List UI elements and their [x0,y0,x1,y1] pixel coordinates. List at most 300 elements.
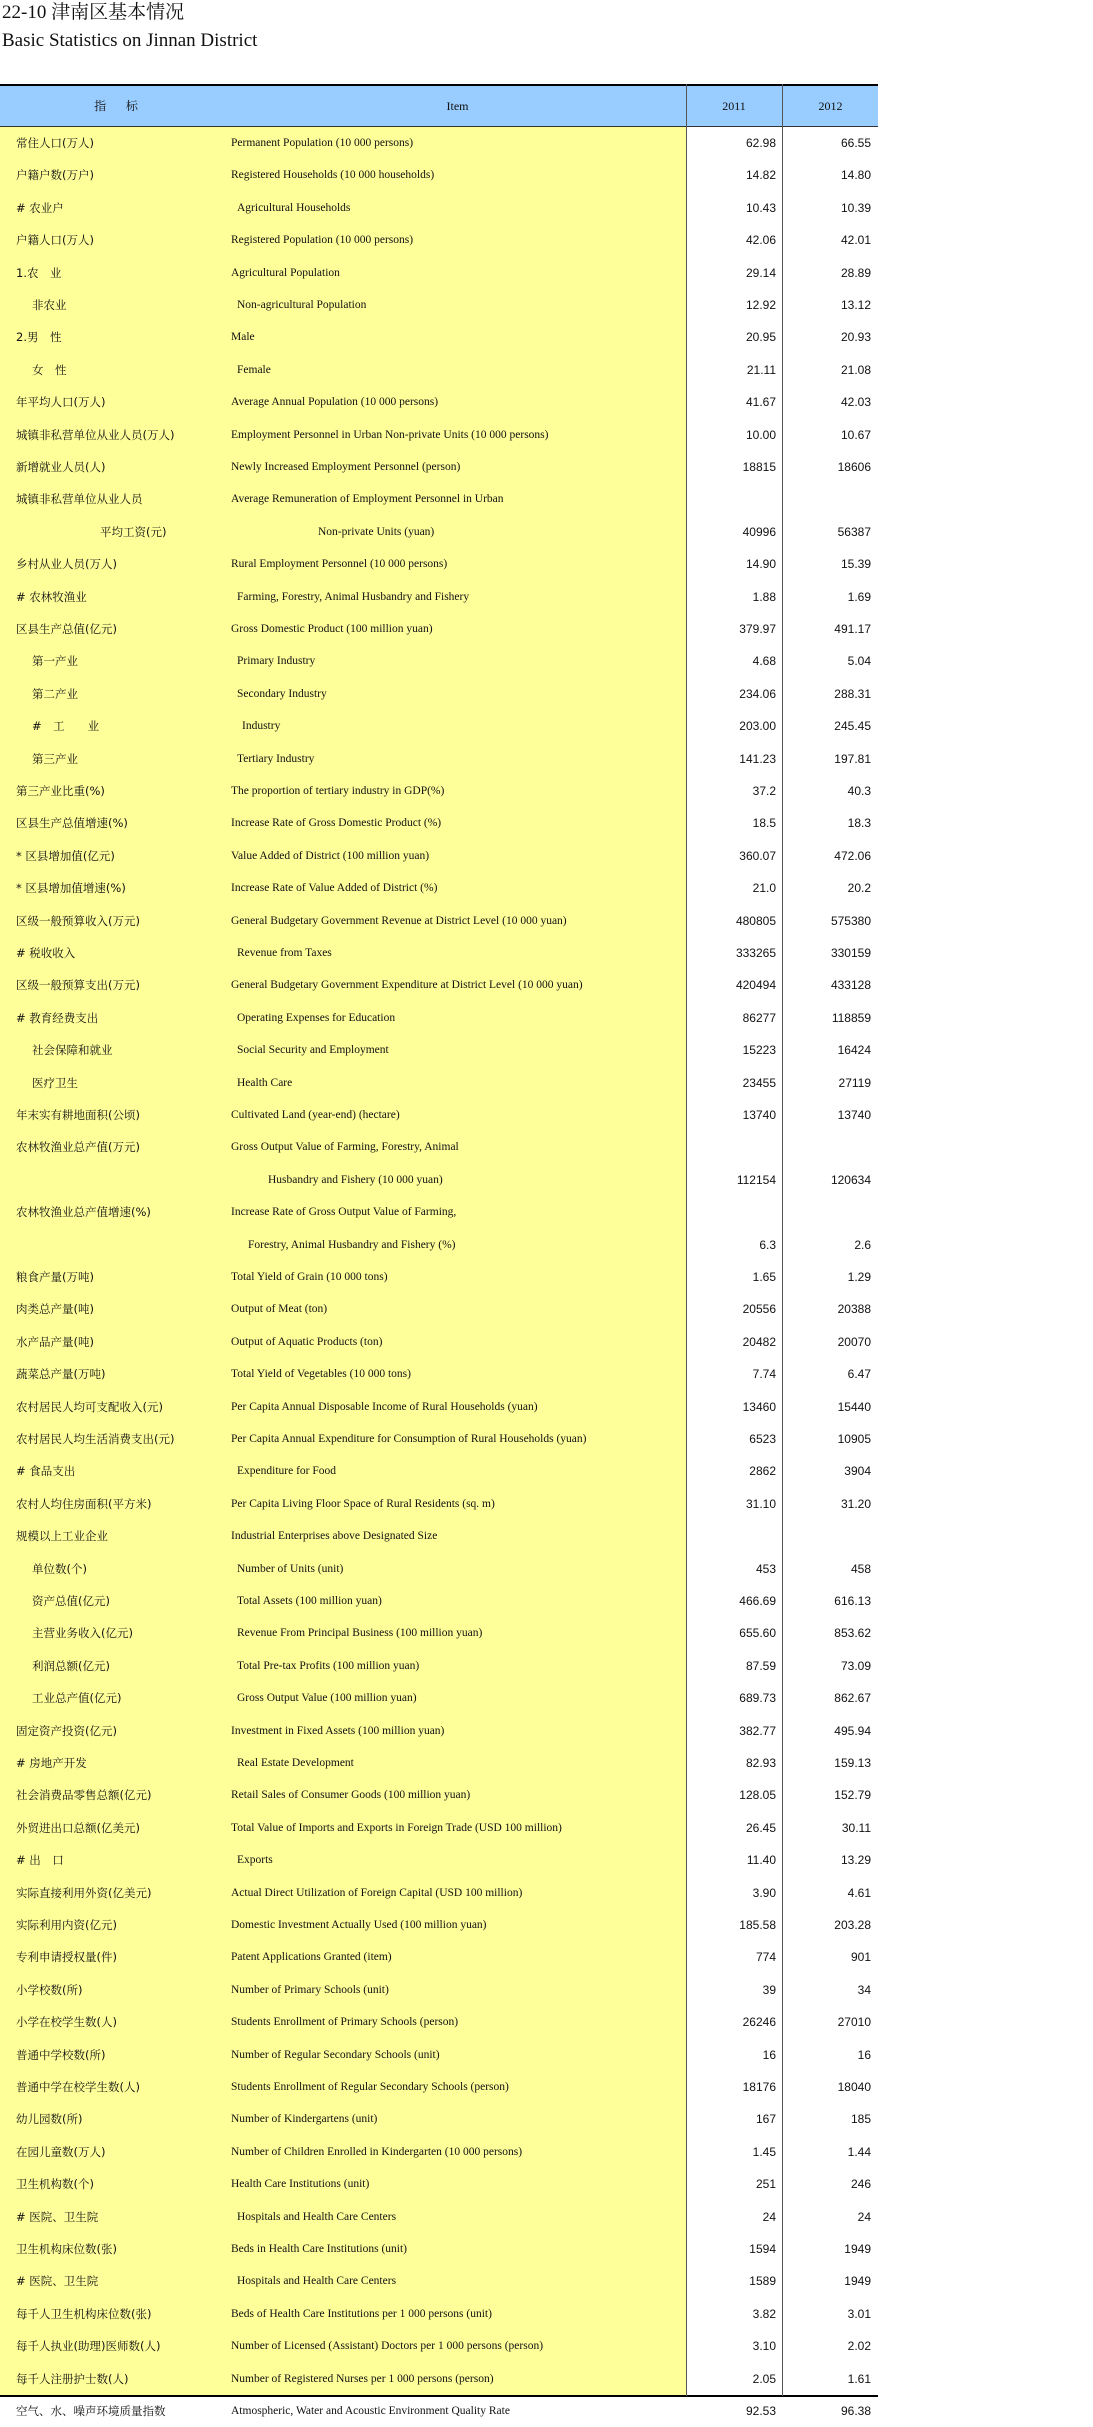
value-2012: 13740 [837,1108,871,1122]
value-2012: 20388 [837,1302,871,1317]
value-2012: 24 [857,2209,871,2224]
value-2012: 2.6 [854,1237,871,1252]
table-row [0,678,878,710]
value-2012: 246 [850,2177,871,2192]
row-label-en: Agricultural Households [237,201,351,214]
row-label-cn: # 农林牧渔业 [16,589,87,604]
row-label-cn: 利润总额(亿元) [32,1658,110,1673]
row-label-en: Registered Households (10 000 households) [231,169,435,182]
row-label-cn: 卫生机构数(个) [16,2177,94,2192]
table-row [0,645,878,677]
row-label-cn: 城镇非私营单位从业人员(万人) [16,427,175,442]
row-label-en: Female [237,363,271,376]
table-row [0,2039,878,2071]
value-2012: 16424 [837,1043,871,1058]
row-label-cn: 单位数(个) [32,1561,87,1576]
value-2012: 14.80 [840,168,871,183]
row-label-en: Cultivated Land (year-end) (hectare) [231,1109,400,1121]
row-label-cn: 肉类总产量(吨) [16,1302,94,1317]
value-2012: 27119 [838,1075,871,1090]
row-label-cn: 社会消费品零售总额(亿元) [16,1788,152,1803]
value-2011: 466.69 [739,1594,776,1608]
value-2011: 333265 [735,946,776,960]
row-label-en: Average Remuneration of Employment Personnel in Urban [231,493,504,506]
value-2011: 31.10 [745,1496,776,1511]
value-2012: 901 [850,1950,871,1965]
row-label-cn: 区级一般预算收入(万元) [16,913,140,928]
table-row [0,1067,878,1099]
table-row [0,1488,878,1520]
table-row [0,1779,878,1811]
value-2011: 382.77 [739,1723,776,1738]
column-divider [782,84,783,2396]
table-row [0,2363,878,2395]
value-2012: 1.61 [847,2371,871,2386]
table-row [0,2233,878,2265]
row-label-en: General Budgetary Government Expenditure at District Level (10 000 yuan) [231,979,583,992]
table-row [0,1326,878,1358]
table-row [0,1131,878,1163]
row-label-cn: 区县生产总值增速(%) [16,816,128,831]
row-label-cn: # 医院、卫生院 [16,2274,99,2289]
value-2012: 30.11 [841,1820,871,1835]
row-label-en: Real Estate Development [237,1757,354,1769]
row-label-cn: 社会保障和就业 [32,1043,113,1058]
value-2011: 1594 [749,2242,776,2256]
row-label-cn: 区级一般预算支出(万元) [16,978,140,993]
value-2012: 16 [857,2047,871,2062]
table-row [0,2006,878,2038]
table-row [0,1812,878,1844]
row-label-en: Number of Units (unit) [237,1562,344,1575]
table-row [0,1650,878,1682]
table-row [0,807,878,839]
table-header [0,84,878,127]
table-row [0,1715,878,1747]
row-label-en: Hospitals and Health Care Centers [237,2275,397,2288]
row-label-cn: 农村居民人均生活消费支出(元) [16,1432,175,1446]
row-label-en: Non-private Units (yuan) [318,525,435,538]
table-row [0,2136,878,2168]
row-label-cn: 户籍人口(万人) [16,233,94,248]
row-label-cn: 第一产业 [32,654,78,669]
row-label-cn: # 出 口 [16,1853,64,1868]
row-label-en: Number of Licensed (Assistant) Doctors per 1 000 persons (person) [231,2340,544,2353]
value-2012: 18.3 [847,816,871,831]
row-label-cn: 主营业务收入(亿元) [32,1626,133,1641]
row-label-en: Revenue from Taxes [237,947,332,959]
value-2011: 141.23 [739,751,776,766]
value-2011: 112154 [736,1172,776,1187]
column-divider [686,84,687,2396]
value-2012: 152.79 [834,1788,871,1803]
table-row [0,937,878,969]
value-2012: 15440 [837,1399,871,1414]
row-label-cn: 城镇非私营单位从业人员 [16,492,143,507]
row-label-en: Industrial Enterprises above Designated Size [231,1530,438,1543]
table-row [0,1002,878,1034]
value-2012: 1.44 [847,2144,871,2159]
row-label-cn: 固定资产投资(亿元) [16,1723,117,1738]
header-item-en: Item [446,99,469,113]
table-row [0,321,878,353]
value-2011: 16 [762,2047,776,2062]
row-label-en: Total Pre-tax Profits (100 million yuan) [237,1659,420,1672]
row-label-cn: 幼儿园数(所) [16,2112,83,2127]
row-label-en: Retail Sales of Consumer Goods (100 million yuan) [231,1789,471,1802]
row-label-cn: 小学在校学生数(人) [16,2015,117,2030]
value-2012 [782,1520,871,1552]
row-label-cn: 1.农 业 [16,265,62,280]
table-row [0,1553,878,1585]
table-row [0,224,878,256]
value-2011: 234.06 [739,686,776,701]
value-2011: 774 [755,1950,776,1965]
row-label-cn: 卫生机构床位数(张) [16,2242,117,2256]
row-label-en: Total Value of Imports and Exports in Foreign Trade (USD 100 million) [231,1821,562,1834]
value-2011: 167 [755,2112,776,2127]
table-row [0,127,878,159]
table-row [0,1455,878,1487]
row-label-cn: 规模以上工业企业 [16,1529,108,1544]
table-row [0,1034,878,1066]
row-label-cn: # 房地产开发 [16,1756,87,1770]
value-2012: 1949 [844,2242,871,2256]
row-label-cn: 空气、水、噪声环境质量指数 [16,2404,166,2418]
value-2011: 480805 [735,913,776,928]
row-label-en: Rural Employment Personnel (10 000 persons) [231,558,448,571]
value-2011: 360.07 [739,848,776,863]
value-2011: 15223 [742,1043,776,1058]
table-row [0,2168,878,2200]
table-row [0,257,878,289]
value-2011: 1.45 [752,2144,776,2159]
value-2012: 458 [850,1561,871,1576]
value-2012: 5.04 [847,654,871,669]
value-2012: 2.02 [847,2339,871,2354]
value-2012: 31.20 [840,1496,871,1511]
row-label-en: Beds of Health Care Institutions per 1 000 persons (unit) [231,2307,492,2320]
row-label-en: Tertiary Industry [237,752,315,765]
value-2011: 11.40 [746,1853,776,1868]
table-row [0,613,878,645]
row-label-en: Primary Industry [237,655,316,668]
page-title-en: Basic Statistics on Jinnan District [2,30,258,51]
value-2012: 10905 [837,1432,871,1446]
value-2011: 40996 [742,524,776,539]
value-2011: 18.5 [752,816,776,831]
table-row [0,451,878,483]
value-2012: 42.01 [840,233,871,248]
value-2011 [686,1131,776,1163]
table-row [0,1617,878,1649]
value-2011: 2.05 [752,2371,776,2386]
row-label-cn: 每千人执业(助理)医师数(人) [16,2339,161,2354]
row-label-cn: 户籍户数(万户) [16,168,94,183]
row-label-en: Number of Regular Secondary Schools (unit) [231,2048,440,2061]
table-row [0,1164,878,1196]
row-label-cn: 实际利用内资(亿元) [16,1918,117,1932]
table-row [0,1909,878,1941]
row-label-en: Per Capita Living Floor Space of Rural Residents (sq. m) [231,1497,495,1510]
statistics-table [0,84,878,2418]
row-label-cn: # 税收收入 [16,946,76,960]
value-2011: 420494 [735,978,776,993]
table-row [0,1941,878,1973]
value-2012: 862.67 [834,1691,871,1706]
value-2012: 853.62 [834,1626,871,1641]
table-row [0,581,878,613]
value-2012: 245.45 [834,719,871,734]
value-2011: 3.82 [752,2306,776,2321]
row-label-cn: 实际直接利用外资(亿美元) [16,1885,152,1900]
value-2012: 472.06 [834,848,871,863]
row-label-en: Secondary Industry [237,687,327,700]
row-label-cn: 第三产业比重(%) [16,784,105,798]
value-2011: 39 [762,1982,776,1997]
value-2011: 379.97 [739,622,776,636]
value-2012: 3904 [844,1464,871,1479]
table-row [0,1423,878,1455]
value-2012: 56387 [837,524,871,539]
table-row [0,1358,878,1390]
value-2011: 18176 [742,2080,776,2094]
table-row [0,1877,878,1909]
table-row [0,1293,878,1325]
row-label-en: Health Care Institutions (unit) [231,2178,370,2191]
row-label-cn: 乡村从业人员(万人) [16,557,117,572]
table-row [0,743,878,775]
value-2011: 1.88 [752,589,776,604]
row-label-en: Farming, Forestry, Animal Husbandry and Fishery [237,590,470,603]
value-2012: 4.61 [847,1885,871,1900]
row-label-cn: 每千人注册护士数(人) [16,2371,129,2386]
value-2012: 96.38 [840,2404,871,2418]
row-label-cn: 在园儿童数(万人) [16,2144,106,2159]
row-label-en: Increase Rate of Gross Domestic Product (%) [231,817,442,830]
value-2012: 1.29 [847,1270,871,1284]
value-2011: 23455 [742,1075,776,1090]
value-2011: 18815 [742,460,776,474]
value-2011: 41.67 [745,395,776,410]
table-row [0,159,878,191]
row-label-en: Newly Increased Employment Personnel (person) [231,461,461,473]
value-2011: 3.90 [752,1885,776,1900]
header-year-2011: 2011 [722,99,746,113]
value-2012: 40.3 [847,784,871,798]
row-label-en: Registered Population (10 000 persons) [231,234,414,247]
value-2012: 495.94 [834,1723,871,1738]
row-label-en: Value Added of District (100 million yuan) [231,849,430,862]
row-label-en: Domestic Investment Actually Used (100 million yuan) [231,1919,487,1931]
value-2012: 6.47 [847,1367,871,1382]
table-row [0,2071,878,2103]
value-2011: 6.3 [759,1237,776,1252]
row-label-cn: 蔬菜总产量(万吨) [16,1367,106,1382]
value-2011: 20556 [742,1302,776,1317]
header-item-cn: 指 标 [94,99,146,113]
value-2012: 433128 [830,978,871,993]
value-2012: 185 [850,2112,871,2127]
row-label-cn: 新增就业人员(人) [16,460,106,474]
row-label-en: Students Enrollment of Regular Secondary Schools (person) [231,2081,509,2093]
row-label-cn: 工业总产值(亿元) [32,1691,122,1706]
row-label-cn: 专利申请授权量(件) [16,1950,117,1965]
row-label-cn: 水产品产量(吨) [16,1334,94,1349]
value-2011: 20482 [742,1334,776,1349]
table-row [0,192,878,224]
value-2012: 28.89 [840,265,871,280]
row-label-en: Average Annual Population (10 000 persons) [231,396,439,409]
value-2012: 66.55 [840,136,871,150]
row-label-en: Atmospheric, Water and Acoustic Environment Quality Rate [231,2405,510,2417]
value-2011: 86277 [742,1010,776,1025]
row-label-en: Non-agricultural Population [237,299,367,311]
value-2011: 4.68 [752,654,776,669]
row-label-cn: 平均工资(元) [100,524,167,539]
value-2012: 3.01 [847,2306,871,2321]
value-2011: 7.74 [752,1367,776,1382]
table-row [0,354,878,386]
row-label-cn: # 医院、卫生院 [16,2209,99,2224]
value-2012: 27010 [837,2015,871,2030]
row-label-en: Husbandry and Fishery (10 000 yuan) [268,1173,443,1186]
value-2012: 15.39 [840,557,871,572]
row-label-cn: 普通中学在校学生数(人) [16,2080,140,2094]
value-2012: 288.31 [834,686,871,701]
value-2011 [686,1520,776,1552]
row-label-en: Total Yield of Vegetables (10 000 tons) [231,1368,411,1381]
value-2011: 82.93 [745,1756,776,1770]
header-year-2012: 2012 [818,99,843,113]
value-2011: 24 [762,2209,776,2224]
row-label-en: Output of Meat (ton) [231,1303,328,1316]
value-2012: 20.93 [840,330,871,345]
row-label-en: Number of Kindergartens (unit) [231,2113,378,2126]
value-2012: 20070 [837,1334,871,1349]
table-row [0,289,878,321]
table-row [0,1747,878,1779]
table-row [0,1261,878,1293]
value-2012 [782,1196,871,1228]
value-2011: 1.65 [752,1270,776,1284]
value-2012: 330159 [830,946,871,960]
value-2011: 29.14 [745,265,776,280]
value-2011: 655.60 [739,1626,776,1641]
row-label-cn: # 教育经费支出 [16,1010,99,1025]
value-2012: 159.13 [834,1756,871,1770]
row-label-en: Social Security and Employment [237,1044,389,1057]
row-label-en: Total Assets (100 million yuan) [237,1595,382,1607]
value-2012: 491.17 [834,622,871,636]
table-row [0,1520,878,1552]
table-row [0,1844,878,1876]
value-2011: 251 [755,2177,776,2192]
table-row [0,2103,878,2135]
row-label-en: Actual Direct Utilization of Foreign Capital (USD 100 million) [231,1886,523,1899]
table-row [0,840,878,872]
row-label-cn: 农村居民人均可支配收入(元) [16,1399,163,1414]
table-row [0,419,878,451]
value-2012: 73.09 [840,1658,871,1673]
row-label-en: Increase Rate of Gross Output Value of Farming, [231,1206,457,1219]
row-label-en: Gross Domestic Product (100 million yuan) [231,623,433,635]
table-row [0,1974,878,2006]
row-label-cn: 女 性 [32,362,67,377]
value-2011: 128.05 [739,1788,776,1803]
value-2011: 26.45 [745,1820,776,1835]
table-row [0,2330,878,2362]
row-label-cn: 小学校数(所) [16,1982,83,1997]
table-row [0,1391,878,1423]
value-2011: 13460 [742,1399,776,1414]
row-label-en: Investment in Fixed Assets (100 million yuan) [231,1724,445,1737]
row-label-cn: 第三产业 [32,751,78,766]
value-2011: 13740 [742,1108,776,1122]
value-2011: 453 [755,1561,776,1576]
row-label-en: Beds in Health Care Institutions (unit) [231,2243,407,2255]
value-2012: 21.08 [840,362,871,377]
value-2011 [686,1196,776,1228]
value-2011: 1589 [749,2274,776,2289]
row-label-cn: 资产总值(亿元) [32,1594,110,1608]
row-label-en: Employment Personnel in Urban Non-private Units (10 000 persons) [231,428,549,441]
value-2011: 26246 [742,2015,776,2030]
value-2011: 92.53 [745,2404,776,2418]
row-label-en: Forestry, Animal Husbandry and Fishery (%) [248,1238,456,1251]
value-2011 [686,483,776,515]
value-2011: 6523 [749,1432,776,1446]
row-label-en: Permanent Population (10 000 persons) [231,137,414,149]
value-2011: 10.43 [745,200,776,215]
value-2011: 20.95 [745,330,776,345]
row-label-cn: 年平均人口(万人) [16,395,106,410]
value-2011: 3.10 [752,2339,776,2354]
row-label-en: Patent Applications Granted (item) [231,1951,392,1964]
value-2012: 34 [857,1982,871,1997]
row-label-en: Number of Children Enrolled in Kindergarten (10 000 persons) [231,2145,523,2158]
row-label-en: Number of Registered Nurses per 1 000 persons (person) [231,2372,494,2385]
value-2012: 1.69 [847,589,871,604]
value-2012: 118859 [831,1010,871,1025]
row-label-en: Operating Expenses for Education [237,1011,396,1024]
value-2012: 10.67 [840,427,871,442]
table-row [0,1229,878,1261]
value-2012: 10.39 [840,200,871,215]
table-row [0,2298,878,2330]
row-label-cn: 第二产业 [32,686,78,701]
value-2011: 42.06 [745,233,776,248]
table-row [0,483,878,515]
value-2012: 18040 [837,2080,871,2094]
row-label-cn: 外贸进出口总额(亿美元) [16,1820,140,1835]
row-label-cn: # 农业户 [16,200,64,215]
value-2012: 203.28 [834,1918,871,1932]
table-row [0,548,878,580]
table-row [0,969,878,1001]
row-label-cn: 每千人卫生机构床位数(张) [16,2306,152,2321]
row-label-en: Agricultural Population [231,266,340,279]
value-2011: 12.92 [745,298,776,312]
value-2012: 1949 [844,2274,871,2289]
row-label-en: The proportion of tertiary industry in GDP(%) [231,785,445,797]
table-row [0,1585,878,1617]
row-label-en: Total Yield of Grain (10 000 tons) [231,1271,388,1283]
value-2011: 14.82 [745,168,776,183]
table-row [0,1099,878,1131]
table-row [0,2395,878,2427]
row-label-cn: 区县生产总值(亿元) [16,622,117,636]
